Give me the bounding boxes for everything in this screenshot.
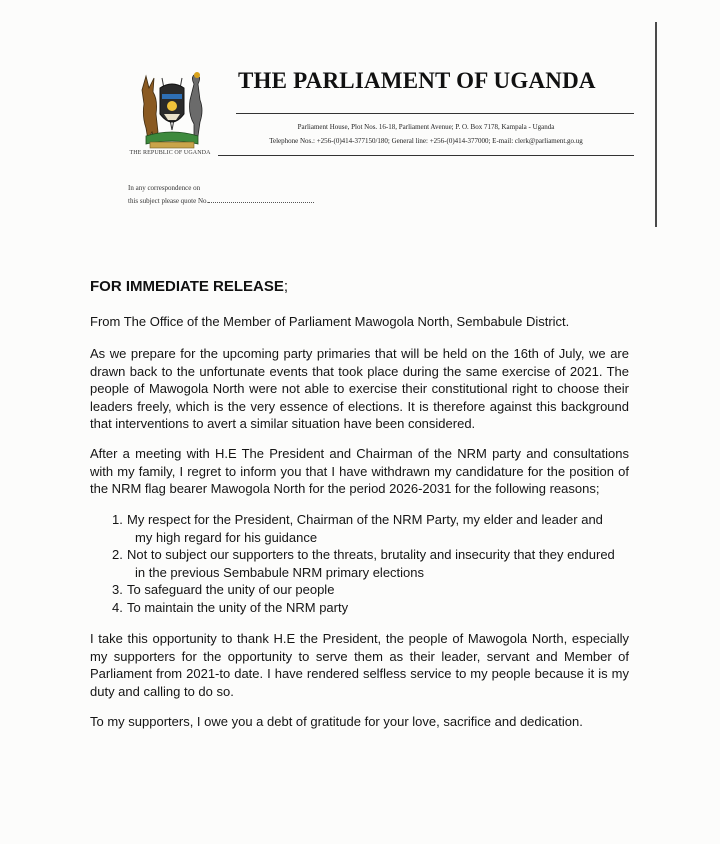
list-item-number: 2.: [112, 547, 123, 562]
page-edge-shadow: [655, 22, 657, 227]
release-heading-text: FOR IMMEDIATE RELEASE: [90, 278, 284, 295]
paragraph-4: To my supporters, I owe you a debt of gratitude for your love, sacrifice and dedication.: [90, 714, 583, 729]
list-item: [90, 546, 629, 581]
list-item-text: To safeguard the unity of our people: [127, 582, 335, 597]
paragraph-2: After a meeting with H.E The President and Chairman of the NRM party and consultations with my family, I regret to inform you that I have withdrawn my candidature for the position of the NRM flag bearer Mawogola North for the period 2026-2031 for the following reasons;: [90, 446, 629, 496]
list-item-text: [127, 511, 603, 546]
crest-caption: THE REPUBLIC OF UGANDA: [129, 150, 211, 156]
letterhead-rule-bottom: [218, 155, 634, 156]
coat-of-arms-icon: [128, 70, 216, 152]
correspondence-label: this subject please quote No.: [128, 197, 209, 205]
correspondence-line-2: [128, 195, 314, 208]
letterhead-title: THE PARLIAMENT OF UGANDA: [238, 68, 596, 93]
release-heading: [90, 278, 288, 295]
paragraph-3: I take this opportunity to thank H.E the President, the people of Mawogola North, especially my supporters for the opportunity to serve them as their leader, servant and Member of Parliament from 2021-to date. I have rendered selfless service to my people because it is my duty and calling to do so.: [90, 631, 629, 699]
correspondence-note: [128, 182, 314, 208]
list-item-line2: in the previous Sembabule NRM primary elections: [135, 564, 425, 580]
list-item-text: [127, 546, 615, 581]
from-line: From The Office of the Member of Parliament Mawogola North, Sembabule District.: [90, 314, 570, 329]
list-item-line1: My respect for the President, Chairman of the NRM Party, my elder and leader and: [127, 512, 603, 527]
list-item: [90, 511, 629, 546]
reasons-list: [90, 511, 629, 616]
list-item-line1: Not to subject our supporters to the threats, brutality and insecurity that they endured: [127, 547, 615, 562]
correspondence-line-1: In any correspondence on: [128, 184, 201, 192]
letterhead-address: Parliament House, Plot Nos. 16-18, Parliament Avenue; P. O. Box 7178, Kampala - Uganda: [297, 123, 555, 131]
list-item-number: 1.: [112, 512, 123, 527]
list-item-number: 4.: [112, 599, 123, 615]
release-heading-punct: ;: [283, 278, 289, 295]
letterhead-rule-top: [236, 113, 634, 114]
list-item-text: To maintain the unity of the NRM party: [127, 599, 349, 615]
list-item-number: 3.: [112, 582, 123, 597]
reference-blank: [208, 196, 314, 203]
paragraph-1: As we prepare for the upcoming party primaries that will be held on the 16th of July, we are drawn back to the unfortunate events that took place during the same exercise of 2021. The people of Mawogola North were not able to exercise their constitutional right to choose their leaders freely, which is the very essence of elections. It is therefore against this background that interventions to avert a similar situation have been considered.: [90, 346, 629, 431]
list-item: [90, 581, 629, 599]
list-item: [90, 599, 629, 617]
letterhead-contacts: Telephone Nos.: +256-(0)414-377150/180; General line: +256-(0)414-377000; E-mail: clerk@parliament.go.ug: [269, 137, 583, 145]
list-item-line2: my high regard for his guidance: [135, 529, 318, 545]
